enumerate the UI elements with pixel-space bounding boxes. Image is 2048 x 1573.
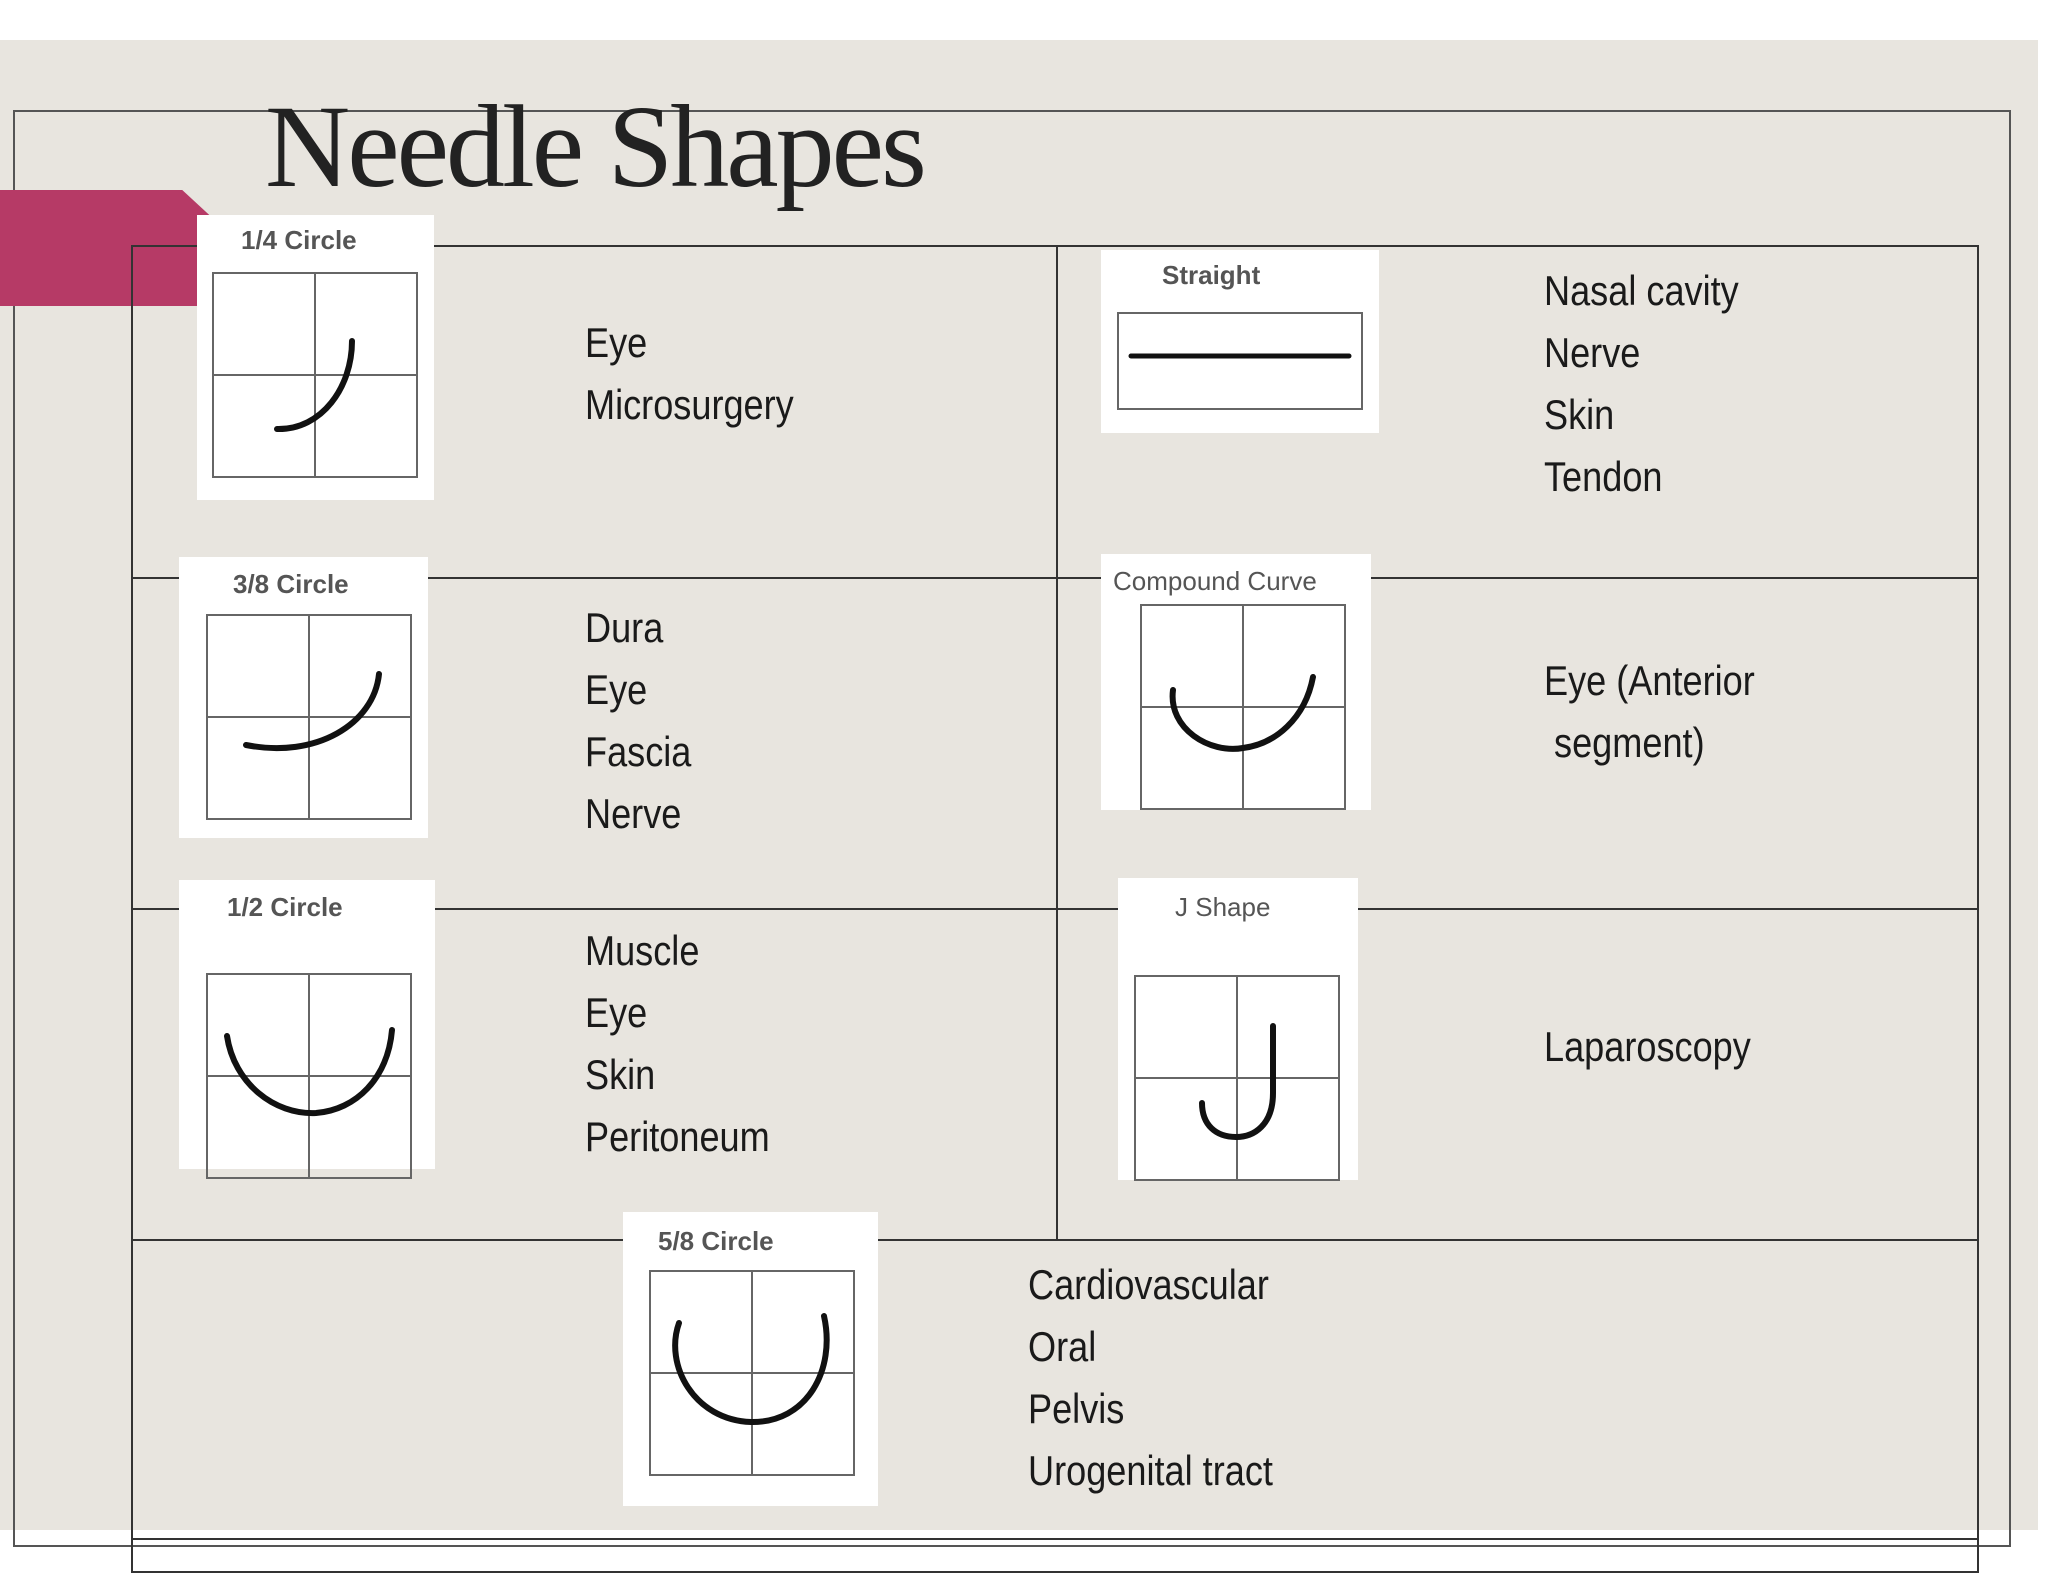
use-item: Eye bbox=[585, 989, 648, 1036]
uses-list bbox=[1028, 1254, 1273, 1502]
three-eighths-circle-needle-icon bbox=[206, 614, 412, 820]
use-item: Skin bbox=[1544, 391, 1615, 438]
compound-curve-needle-icon bbox=[1140, 604, 1346, 810]
needle-card-j-shape bbox=[1118, 878, 1358, 1180]
row-divider bbox=[133, 1239, 1977, 1241]
use-item: Nerve bbox=[1544, 329, 1641, 376]
use-item: Oral bbox=[1028, 1323, 1097, 1370]
use-item: Laparoscopy bbox=[1544, 1023, 1751, 1070]
use-item: Skin bbox=[585, 1051, 656, 1098]
quarter-circle-needle-icon bbox=[212, 272, 418, 478]
needle-label: Compound Curve bbox=[1113, 566, 1317, 596]
needle-label: J Shape bbox=[1175, 892, 1271, 922]
needle-card-quarter-circle bbox=[197, 215, 434, 500]
use-item: Cardiovascular bbox=[1028, 1261, 1269, 1308]
use-item: Tendon bbox=[1544, 453, 1663, 500]
table-bottom-line bbox=[133, 1538, 1977, 1540]
uses-list bbox=[585, 597, 691, 845]
j-shape-needle-icon bbox=[1134, 975, 1340, 1181]
uses-list bbox=[1544, 1016, 1751, 1078]
needle-label: Straight bbox=[1162, 260, 1261, 290]
needle-card-compound-curve bbox=[1101, 554, 1371, 810]
needle-card-five-eighths-circle bbox=[623, 1212, 878, 1506]
needle-label: 3/8 Circle bbox=[233, 569, 349, 599]
uses-list bbox=[1544, 650, 1755, 774]
use-item: Dura bbox=[585, 604, 664, 651]
use-item: segment) bbox=[1544, 719, 1705, 766]
needle-label: 1/2 Circle bbox=[227, 892, 343, 922]
needle-card-straight bbox=[1101, 250, 1379, 433]
use-item: Muscle bbox=[585, 927, 700, 974]
use-item: Eye (Anterior bbox=[1544, 657, 1755, 704]
five-eighths-circle-needle-icon bbox=[649, 1270, 855, 1476]
uses-list bbox=[585, 920, 770, 1168]
needle-label: 1/4 Circle bbox=[241, 225, 357, 255]
column-divider bbox=[1056, 247, 1058, 1240]
needle-card-half-circle bbox=[179, 880, 435, 1169]
straight-needle-icon bbox=[1117, 312, 1363, 410]
use-item: Urogenital tract bbox=[1028, 1447, 1273, 1494]
uses-list bbox=[585, 312, 794, 436]
use-item: Peritoneum bbox=[585, 1113, 770, 1160]
use-item: Nasal cavity bbox=[1544, 267, 1739, 314]
use-item: Fascia bbox=[585, 728, 692, 775]
page-title: Needle Shapes bbox=[265, 81, 924, 212]
needle-label: 5/8 Circle bbox=[658, 1226, 774, 1256]
uses-list bbox=[1544, 260, 1739, 508]
use-item: Eye bbox=[585, 319, 648, 366]
slide bbox=[0, 40, 2038, 1530]
use-item: Microsurgery bbox=[585, 381, 794, 428]
use-item: Pelvis bbox=[1028, 1385, 1125, 1432]
needle-card-three-eighths-circle bbox=[179, 557, 428, 838]
use-item: Nerve bbox=[585, 790, 682, 837]
use-item: Eye bbox=[585, 666, 648, 713]
half-circle-needle-icon bbox=[206, 973, 412, 1179]
